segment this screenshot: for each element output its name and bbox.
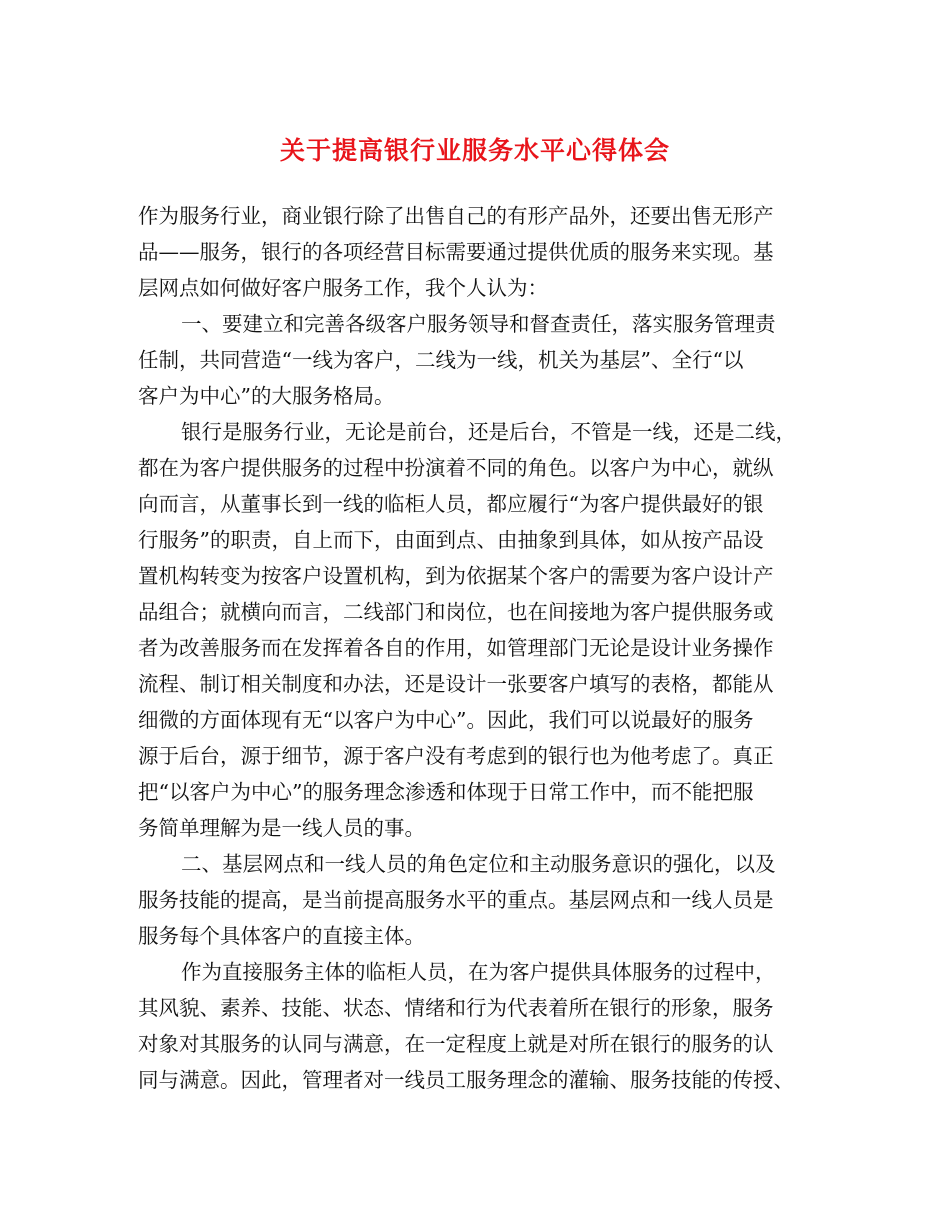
document-title: 关于提高银行业服务水平心得体会 [279,136,670,165]
text-line: 银行是服务行业，无论是前台，还是后台，不管是一线，还是二线， [181,420,796,444]
text-line: 置机构转变为按客户设置机构，到为依据某个客户的需要为客户设计产 [138,564,774,588]
text-line: 细微的方面体现有无“以客户为中心”。因此，我们可以说最好的服务 [138,708,754,732]
text-line: 源于后台，源于细节，源于客户没有考虑到的银行也为他考虑了。真正 [138,744,774,768]
text-line: 客户为中心”的大服务格局。 [138,384,395,408]
text-line: 服务技能的提高，是当前提高服务水平的重点。基层网点和一线人员是 [138,888,774,912]
text-line: 层网点如何做好客户服务工作，我个人认为： [138,276,548,300]
text-line: 作为服务行业，商业银行除了出售自己的有形产品外，还要出售无形产 [138,204,774,228]
text-line: 其风貌、素养、技能、状态、情绪和行为代表着所在银行的形象，服务 [138,996,774,1020]
text-line: 对象对其服务的认同与满意，在一定程度上就是对所在银行的服务的认 [138,1032,774,1056]
text-line: 流程、制订相关制度和办法，还是设计一张要客户填写的表格，都能从 [138,672,774,696]
text-line: 者为改善服务而在发挥着各自的作用，如管理部门无论是设计业务操作 [138,636,774,660]
text-line: 务简单理解为是一线人员的事。 [138,816,425,840]
text-line: 服务每个具体客户的直接主体。 [138,924,425,948]
text-line: 同与满意。因此，管理者对一线员工服务理念的灌输、服务技能的传授、 [138,1068,794,1092]
text-line: 二、基层网点和一线人员的角色定位和主动服务意识的强化，以及 [181,852,776,876]
text-line: 作为直接服务主体的临柜人员，在为客户提供具体服务的过程中， [181,960,776,984]
text-line: 任制，共同营造“一线为客户，二线为一线，机关为基层”、全行“以 [138,348,744,372]
text-line: 行服务”的职责，自上而下，由面到点、由抽象到具体，如从按产品设 [138,528,764,552]
text-line: 都在为客户提供服务的过程中扮演着不同的角色。以客户为中心，就纵 [138,456,774,480]
text-line: 把“以客户为中心”的服务理念渗透和体现于日常工作中，而不能把服 [138,780,754,804]
text-line: 品组合；就横向而言，二线部门和岗位，也在间接地为客户提供服务或 [138,600,774,624]
document-body [138,198,813,1098]
text-line: 品——服务，银行的各项经营目标需要通过提供优质的服务来实现。基 [138,240,774,264]
text-line: 一、要建立和完善各级客户服务领导和督查责任，落实服务管理责 [181,312,776,336]
text-line: 向而言，从董事长到一线的临柜人员，都应履行“为客户提供最好的银 [138,492,764,516]
